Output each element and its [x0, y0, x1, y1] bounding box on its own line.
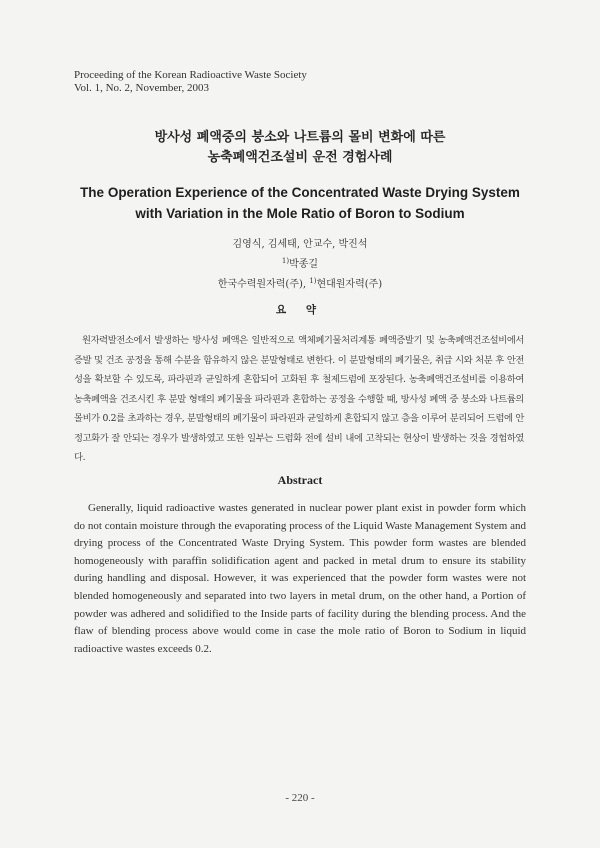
journal-name: Proceeding of the Korean Radioactive Waste Society	[74, 69, 307, 81]
korean-abstract-heading: 요 약	[276, 304, 324, 316]
author-block	[0, 237, 600, 293]
affiliation-marker: 1)	[281, 257, 290, 265]
korean-title-line2: 농축폐액건조설비 운전 경험사례	[207, 150, 393, 165]
affiliation-marker: 1)	[309, 277, 317, 285]
english-title	[0, 182, 600, 224]
korean-title	[0, 128, 600, 168]
affiliation-b: 현대원자력(주)	[316, 279, 383, 290]
author-affiliations	[0, 273, 600, 293]
english-title-line2: with Variation in the Mole Ratio of Boron to Sodium	[135, 206, 465, 221]
english-abstract: Generally, liquid radioactive wastes generated in nuclear power plant exist in powder form which do not contain moisture through the evaporating process of the Liquid Waste Management System and drying process of the Concentrated Waste Drying System. This powder form wastes are blended homogeneously with paraffin solidification agent and packed in metal drum to ensure its stability during handling and disposal. However, it was experienced that the powder form wastes were not blended homogeneously and separated into two layers in metal drum, on the other hand, a Portion of powder was adhered and solidified to the Inside parts of facility during the blending process. And the flaw of blending process above would come in case the mole ratio of Boron to Sodium in liquid radioactive wastes exceeds 0.2.	[74, 502, 526, 655]
author-second-line	[0, 253, 600, 273]
affiliation-a: 한국수력원자력(주),	[217, 279, 310, 290]
korean-abstract: 원자력발전소에서 발생하는 방사성 폐액은 일반적으로 액체폐기물처리계통 폐액증발기 및 농축폐액건조설비에서 증발 및 건조 공정을 통해 수분을 함유하지 않은 분말형태로 변한다. 이 분말형태의 폐기물은, 취급 시와 처분 후 안전성을 확보할 수 있도록, 파라핀과 균일하게 혼합되어 고화된 후 철제드럼에 포장된다. 농축폐액건조설비를 이용하여 농축폐액을 건조시킨 후 분말 형태의 폐기물을 파라핀과 혼합하는 공정을 수행할 때, 방사성 폐액 중 붕소와 나트륨의 몰비가 0.2를 초과하는 경우, 분말형태의 폐기물이 파라핀과 균일하게 혼합되지 않고 층을 이루어 분리되어 드럼에 안정고화가 잘 안되는 경우가 발생하였고 또한 일부는 드럼화 전에 설비 내에 고착되는 현상이 발생하는 것을 경험하였다.	[74, 335, 524, 463]
english-title-line1: The Operation Experience of the Concentrated Waste Drying System	[80, 185, 520, 200]
page-number: - 220 -	[285, 792, 315, 804]
author-name: 박종길	[289, 259, 319, 270]
abstract-heading: Abstract	[277, 473, 323, 487]
journal-volume: Vol. 1, No. 2, November, 2003	[74, 82, 210, 94]
journal-header	[74, 69, 307, 95]
author-names: 김영식, 김세태, 안교수, 박진석	[232, 239, 368, 250]
korean-title-line1: 방사성 폐액중의 붕소와 나트륨의 몰비 변화에 따른	[154, 130, 446, 145]
